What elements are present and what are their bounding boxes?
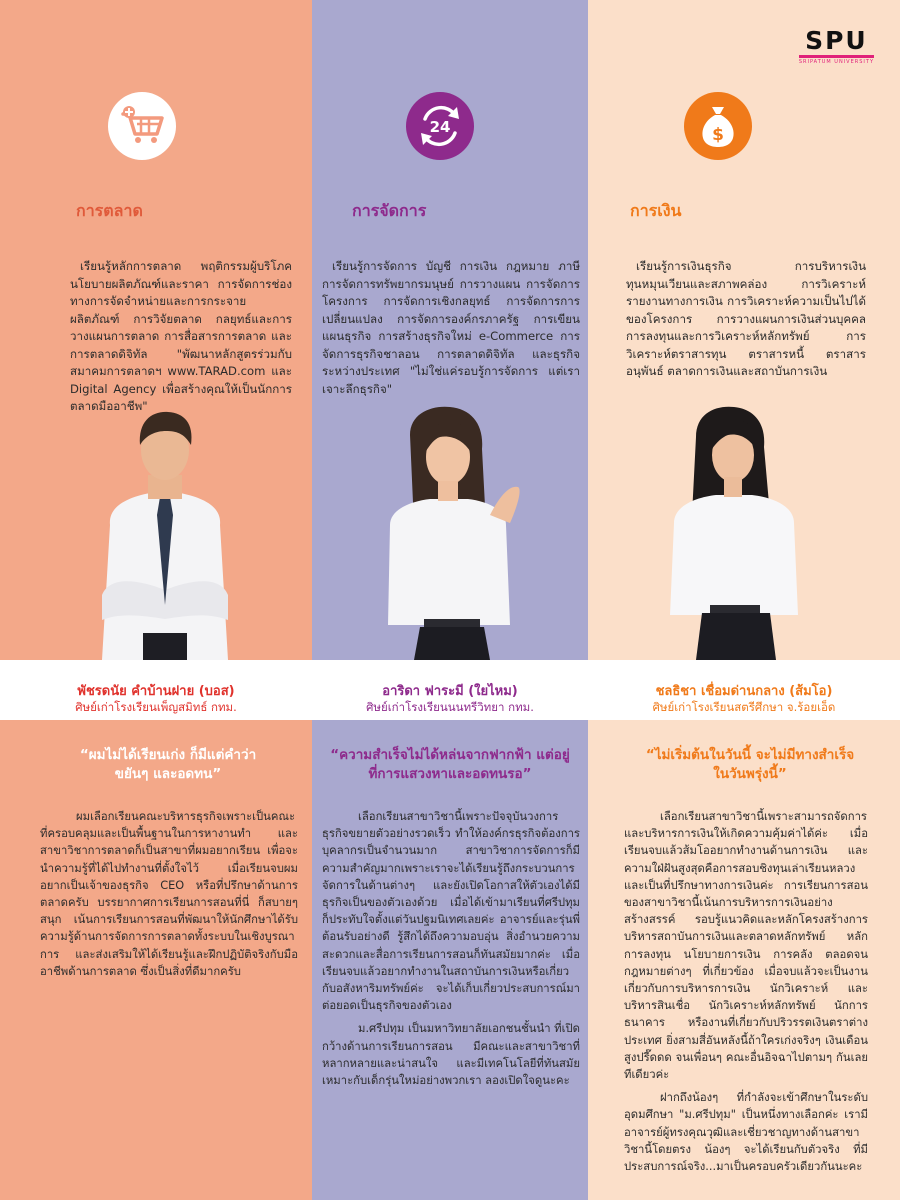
story-paragraph: ผมเลือกเรียนคณะบริหารธุรกิจเพราะเป็นคณะที่ครอบคลุมและเป็นพื้นฐานในการหางานทำ และสาขาวิชาการตลาดก็เป็นสาขาที่ผมอยากเรียน เพื่อจะนำความรู้ที่ได้ไปทำงานที่ตั้งใจไว้ เมื่อเรียนจบผมอยากเป็นเจ้าของธุรกิจ CEO หรือที่ปรึกษาด้านการตลาดครับ บรรยากาศการเรียนการสอนที่นี่ ก็สบายๆ สนุก เน้นการเรียนการสอนที่พัฒนาให้นักศึกษาได้รับความรู้ด้านการจัดการการตลาดทั้งระบบในเชิงบูรณาการ และส่งเสริมให้ได้เรียนรู้และฝึกปฏิบัติจริงกับมืออาชีพด้านการตลาด ซึ่งเป็นสิ่งที่ดีมากครับ — [40, 810, 298, 978]
story-paragraph: เลือกเรียนสาขาวิชานี้เพราะสามารถจัดการและบริหารการเงินให้เกิดความคุ้มค่าได้ค่ะ เมื่อเรียนจบแล้วส้มโออยากทำงานด้านการเงิน และความใฝ่ฝันสูงสุดคือการสอบชิงทุนเล่าเรียนหลวงและเป็นที่ปรึกษาทางการเงินค่ะ การเรียนการสอนของสาขาวิชานี้เน้นการบริหารการเงินอย่างสร้างสรรค์ รอบรู้แนวคิดและหลักโครงสร้างการบริหารสถาบันการเงินและตลาดหลักทรัพย์ หลักการลงทุน นโยบายการเงิน การคลัง ตลอดจนกฎหมายต่างๆ ที่เกี่ยวข้อง เมื่อจบแล้วจะเป็นงานเกี่ยวกับการบริหารการเงิน นักวิเคราะห์ และบริหารสินเชื่อ นักวิเคราะห์หลักทรัพย์ นักการธนาคาร หรืองานที่เกี่ยวกับปริวรรตเงินตราต่างประเทศ ยิ่งสามสี่อันหลังนี้ถ้าใครเก่งจริงๆ เงินเดือนสูงปรี๊ดดด จนเพื่อนๆ คณะอื่นอิจฉาไปตามๆ กันเลยทีเดียวค่ะ — [624, 810, 868, 1082]
person-school-marketing: ศิษย์เก่าโรงเรียนเพ็ญสมิทธ์ กทม. — [75, 700, 237, 714]
story-finance — [624, 808, 868, 1181]
story-paragraph: ม.ศรีปทุม เป็นมหาวิทยาลัยเอกชนชั้นนำ ที่เปิดกว้างด้านการเรียนการสอน มีคณะและสาขาวิชาที่หลากหลายและน่าสนใจ และมีเทคโนโลยีที่ทันสมัยเหมาะกับเด็กรุ่นใหม่อย่างพวกเรา ลองเปิดใจดูนะคะ — [322, 1022, 580, 1088]
marketing-heading: การตลาด — [76, 201, 143, 220]
person-name-marketing: พัชรดนัย คำบ้านฝาย (บอส) — [77, 684, 235, 699]
24-hour-cycle-icon — [406, 92, 474, 160]
person-name-management: อาริดา ฟาระมี (ใยไหม) — [382, 684, 518, 699]
story-marketing — [40, 808, 298, 986]
quote-marketing: “ผมไม่ได้เรียนเก่ง ก็มีแต่คำว่าขยันๆ และอดทน” — [79, 747, 257, 782]
finance-heading: การเงิน — [630, 201, 682, 220]
student-photo-arida — [360, 405, 535, 660]
icon-number-text: 24 — [429, 118, 451, 136]
marketing-description: เรียนรู้หลักการตลาด พฤติกรรมผู้บริโภค นโยบายผลิตภัณฑ์และราคา การจัดการช่องทางการจัดจำหน่ายและการกระจายผลิตภัณฑ์ การวิจัยตลาด กลยุทธ์และการวางแผนการตลาด การสื่อสารการตลาด และการตลาดดิจิทัล "พัฒนาหลักสูตรร่วมกับสมาคมการตลาดฯ www.TARAD.com และ Digital Agency เพื่อสร้างคุณให้เป็นนักการตลาดมืออาชีพ" — [70, 259, 292, 413]
person-school-management: ศิษย์เก่าโรงเรียนนนทรีวิทยา กทม. — [366, 700, 534, 714]
logo-underline — [799, 55, 874, 58]
story-management — [322, 808, 580, 1095]
person-name-finance: ชลธิชา เชื่อมด่านกลาง (ส้มโอ) — [655, 684, 833, 699]
finance-description: เรียนรู้การเงินธุรกิจ การบริหารเงินทุนหมุนเวียนและสภาพคล่อง การวิเคราะห์รายงานทางการเงิน การวิเคราะห์ความเป็นไปได้ของโครงการ การวางแผนการเงินส่วนบุคคล การลงทุนและการวิเคราะห์หลักทรัพย์ การวิเคราะห์ตราสารทุน ตราสารหนี้ ตราสารอนุพันธ์ ตลาดการเงินและสถาบันการเงิน — [626, 259, 866, 378]
logo-subtitle: SRIPATUM UNIVERSITY — [798, 59, 874, 65]
quote-finance: “ไม่เริ่มต้นในวันนี้ จะไม่มีทางสำเร็จในวันพรุ่งนี้” — [645, 747, 855, 782]
student-photo-patcharadanai — [80, 405, 250, 660]
story-paragraph: เลือกเรียนสาขาวิชานี้เพราะปัจจุบันวงการธุรกิจขยายตัวอย่างรวดเร็ว ทำให้องค์กรธุรกิจต้องการบุคลากรเป็นจำนวนมาก สาขาวิชาการจัดการก็มีความสำคัญมากเพราะเราจะได้เรียนรู้ถึงกระบวนการจัดการในด้านต่างๆ และยังเปิดโอกาสให้ตัวเองได้มีธุรกิจเป็นของตัวเองด้วย เมื่อได้เข้ามาเรียนที่ศรีปทุม ก็ประทับใจตั้งแต่วันปฐมนิเทศเลยค่ะ อาจารย์และรุ่นพี่ต้อนรับอย่างดี รู้สึกได้ถึงความอบอุ่น สิ่งอำนวยความสะดวกและสื่อการเรียนการสอนก็ทันสมัยมากค่ะ เมื่อเรียนจบแล้วอยากทำงานในสถาบันการเงินหรือเกี่ยวกับอสังหาริมทรัพย์ค่ะ จะได้เก็บเกี่ยวประสบการณ์มาต่อยอดเป็นธุรกิจของตัวเอง — [322, 810, 580, 1013]
quote-management: “ความสำเร็จไม่ได้หล่นจากฟากฟ้า แต่อยู่ที่การแสวงหาและอดทนรอ” — [330, 747, 570, 782]
svg-text:$: $ — [712, 125, 724, 145]
management-heading: การจัดการ — [352, 201, 427, 220]
shopping-cart-icon — [108, 92, 176, 160]
management-description: เรียนรู้การจัดการ บัญชี การเงิน กฎหมาย ภาษี การจัดการทรัพยากรมนุษย์ การวางแผน การจัดการโครงการ การจัดการเชิงกลยุทธ์ การจัดการการเปลี่ยนแปลง การจัดการองค์กรภาครัฐ การเขียนแผนธุรกิจ การสร้างธุรกิจใหม่ e-Commerce การจัดการธุรกิจชาลอน การตลาดดิจิทัล และธุรกิจระหว่างประเทศ "ไม่ใช่แค่รอบรู้การจัดการ แต่เราเจาะลึกธุรกิจ" — [322, 259, 580, 396]
story-paragraph: ฝากถึงน้องๆ ที่กำลังจะเข้าศึกษาในระดับอุดมศึกษา "ม.ศรีปทุม" เป็นหนึ่งทางเลือกค่ะ เรามีอาจารย์ผู้ทรงคุณวุฒิและเชี่ยวชาญทางด้านสาขาวิชานี้โดยตรง น้องๆ จะได้เรียนกับตัวจริง ที่มีประสบการณ์จริง...มาเป็นครอบครัวเดียวกันนะคะ — [624, 1091, 868, 1174]
logo-text: SPU — [805, 26, 868, 55]
person-school-finance: ศิษย์เก่าโรงเรียนสตรีศึกษา จ.ร้อยเอ็ด — [652, 700, 836, 714]
money-bag-icon — [684, 92, 752, 160]
student-photo-chonticha — [652, 405, 817, 660]
spu-logo — [799, 28, 874, 65]
